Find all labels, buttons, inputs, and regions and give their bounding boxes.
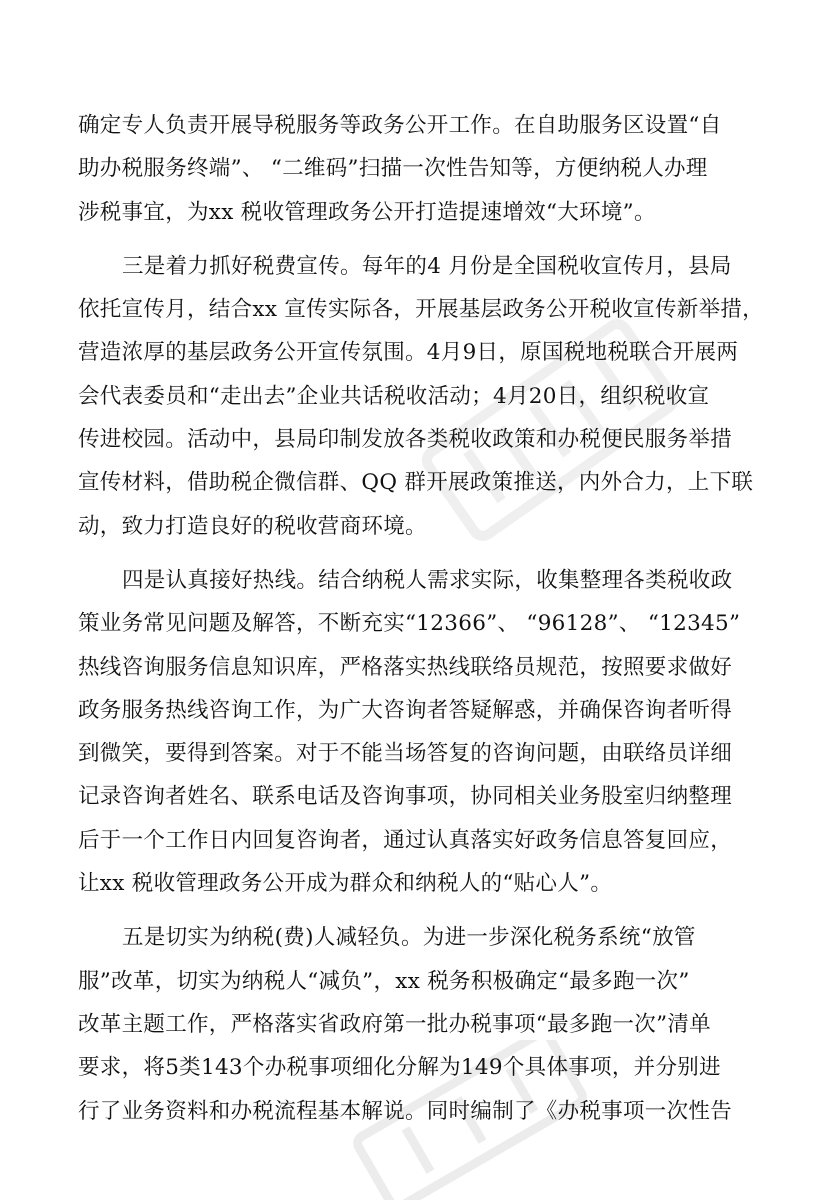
- text-line: 热线咨询服务信息知识库，严格落实热线联络员规范，按照要求做好: [78, 654, 733, 680]
- text-line: 服”改革，切实为纳税人“减负”，xx 税务积极确定“最多跑一次”: [78, 968, 690, 994]
- text-line: 依托宣传月，结合xx 宣传实际各，开展基层政务公开税收宣传新举措，: [78, 297, 764, 323]
- text-line: 三是着力抓好税费宣传。每年的4 月份是全国税收宣传月，县局: [122, 253, 732, 279]
- text-line: 会代表委员和“走出去”企业共话税收活动；4月20日，组织税收宣: [78, 383, 710, 409]
- text-line: 宣传材料，借助税企微信群、QQ 群开展政策推送，内外合力，上下联: [78, 470, 754, 496]
- paragraph: [78, 559, 758, 905]
- text-line: 行了业务资料和办税流程基本解说。同时编制了《办税事项一次性告: [78, 1098, 733, 1124]
- text-line: 改革主题工作，严格落实省政府第一批办税事项“最多跑一次”清单: [78, 1011, 711, 1037]
- text-line: 涉税事宜，为xx 税收管理政务公开打造提速增效“大环境”。: [78, 199, 656, 225]
- text-line: 确定专人负责开展导税服务等政务公开工作。在自助服务区设置“自: [78, 113, 722, 138]
- document-body: [78, 104, 764, 1133]
- text-line: 四是认真接好热线。结合纳税人需求实际，收集整理各类税收政: [122, 567, 733, 593]
- text-line: 政务服务热线咨询工作，为广大咨询者答疑解惑，并确保咨询者听得: [78, 697, 733, 723]
- text-line: 要求，将5类143个办税事项细化分解为149个具体事项，并分别进: [78, 1055, 721, 1081]
- text-line: 传进校园。活动中，县局印制发放各类税收政策和办税便民服务举措: [78, 427, 733, 453]
- text-line: 让xx 税收管理政务公开成为群众和纳税人的“贴心人”。: [78, 871, 613, 897]
- text-line: 策业务常见问题及解答，不断充实“12366”、 “96128”、 “12345”: [78, 611, 741, 637]
- paragraph: [78, 245, 764, 548]
- text-line: 到微笑，要得到答案。对于不能当场答复的咨询问题，由联络员详细: [78, 741, 733, 767]
- paragraph: [78, 104, 758, 234]
- text-line: 五是切实为纳税(费)人减轻负。为进一步深化税务系统“放管: [122, 925, 696, 951]
- text-line: 助办税服务终端”、 “二维码”扫描一次性告知等，方便纳税人办理: [78, 156, 708, 182]
- text-line: 动，致力打造良好的税收营商环境。: [78, 513, 427, 539]
- text-line: 营造浓厚的基层政务公开宣传氛围。4月9日，原国税地税联合开展两: [78, 340, 739, 366]
- paragraph: [78, 916, 758, 1132]
- text-line: 后于一个工作日内回复咨询者，通过认真落实好政务信息答复回应，: [78, 827, 733, 853]
- text-line: 记录咨询者姓名、联系电话及咨询事项，协同相关业务股室归纳整理: [78, 784, 733, 810]
